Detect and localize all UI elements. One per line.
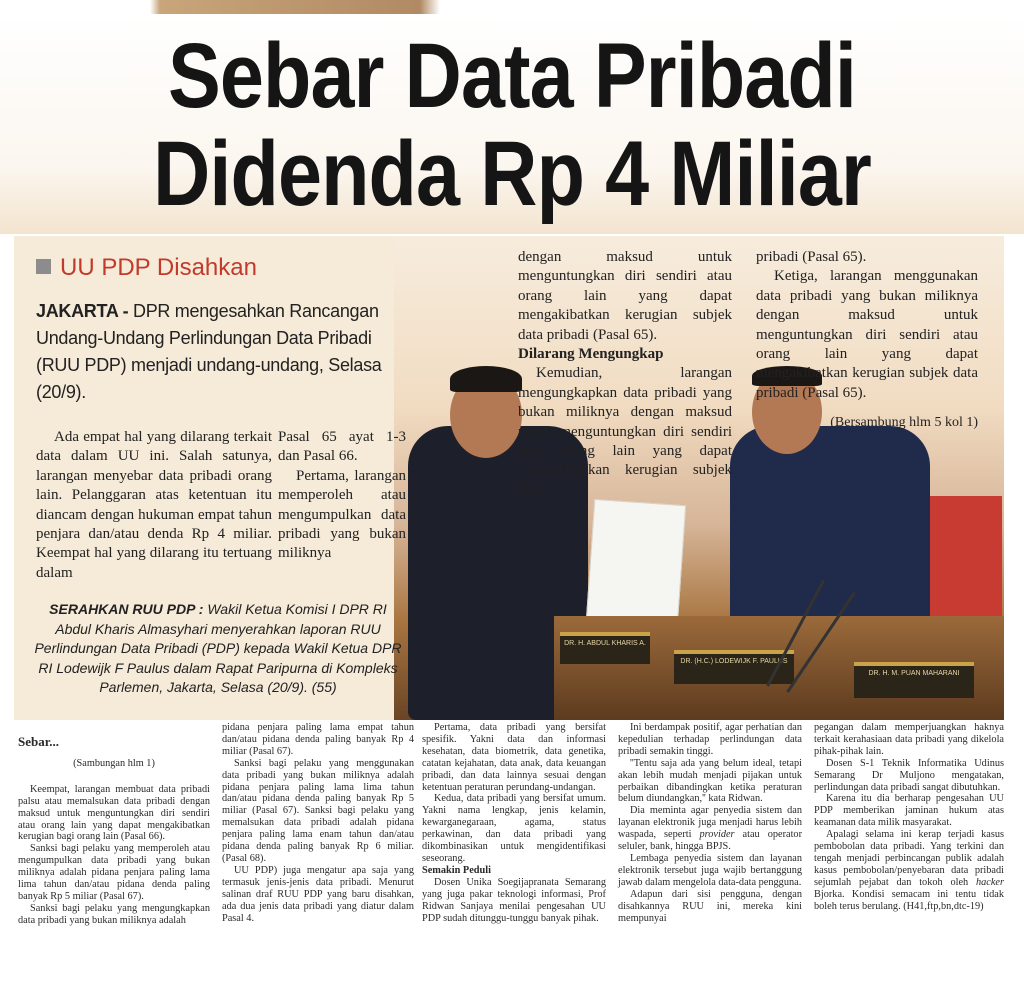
body-column-3 (518, 248, 732, 500)
continuation-text: Bjorka. Kondisi semacam ini tentu tidak boleh terus berulang. (H41,ftp,bn,dtc-19) (814, 888, 1004, 912)
continuation-paragraph: pegangan dalam memperjuangkan haknya terkait kerahasiaan data pribadi yang dikelola pihak-pihak lain. (814, 722, 1004, 757)
caption-text: Wakil Ketua Komisi I DPR RI Abdul Kharis Almasyhari menyerahkan laporan RUU Perlindungan Data Pribadi (PDP) kepada Wakil Ketua DPR RI Lodewijk F Paulus dalam Rapat Paripurna di Kompleks Parlemen, Jakarta, Selasa (20/9). (55) (34, 601, 402, 695)
continuation-paragraph: Karena itu dia berharap pengesahan UU PDP memberikan jaminan hukum atas keamanan data milik masyarakat. (814, 793, 1004, 829)
nameplate: DR. H. M. PUAN MAHARANI (854, 662, 974, 698)
body-paragraph: dengan maksud untuk menguntungkan diri sendiri atau orang lain yang dapat mengakibatkan kerugian subjek data pribadi (Pasal 65). (518, 249, 732, 343)
continuation-paragraph: Dosen S-1 Teknik Informatika Udinus Semarang Dr Muljono mengatakan, perlindungan data pribadi sangat dibutuhkan. (814, 757, 1004, 793)
continuation-paragraph: UU PDP) juga mengatur apa saja yang termasuk jenis-jenis data pribadi. Menurut salinan draf RUU PDP yang baru disahkan, ada dua jenis data pribadi yang diatur dalam Pasal 4. (222, 864, 414, 924)
continuation-emphasis: hacker (975, 876, 1004, 888)
subheading: Dilarang Mengungkap (518, 346, 664, 363)
body-column-2 (278, 428, 406, 564)
continuation-column-5 (814, 722, 1004, 913)
headline-line-2: Didenda Rp 4 Miliar (153, 123, 871, 225)
body-column-1 (36, 428, 272, 583)
photo-caption (32, 600, 404, 698)
continuation-paragraph (814, 829, 1004, 912)
continuation-column-2 (222, 722, 414, 924)
continuation-title: Sebar... (18, 734, 60, 749)
continuation-paragraph: Adapun dari sisi pengguna, dengan disahkannya RUU ini, mereka kini mempunyai (618, 888, 802, 924)
body-paragraph: pribadi (Pasal 65). (756, 249, 867, 265)
continuation-paragraph (618, 805, 802, 853)
continuation-text: Dia meminta agar penyedia sistem dan layanan elektronik juga menjadi harus lebih waspada, seperti (618, 805, 802, 841)
body-paragraph: Pasal 65 ayat 1-3 dan Pasal 66. (278, 429, 406, 465)
continuation-paragraph: Pertama, data pribadi yang bersifat spesifik. Yakni data dan informasi kesehatan, data biometrik, data genetika, catatan kejahatan, data anak, data keuangan pribadi, dan data lainnya sesuai dengan ketentuan peraturan perundang-undangan. (422, 722, 606, 793)
headline (0, 14, 1024, 234)
headline-line-1: Sebar Data Pribadi (167, 25, 857, 127)
lead-paragraph (36, 298, 416, 406)
continuation-paragraph: Sanksi bagi pelaku yang memperoleh atau mengumpulkan data pribadi yang bukan miliknya adalah pidana penjara paling lama lima tahun dan/atau pidana denda paling banyak Rp 5 miliar (Pasal 67). (18, 843, 210, 902)
top-photo-strip (0, 0, 1024, 14)
continuation-text: atau operator seluler, bank, hingga BPJS. (618, 829, 803, 853)
continuation-paragraph: ''Tentu saja ada yang belum ideal, tetapi akan lebih mudah menjadi pijakan untuk perbaikan dibandingkan ketika peraturan belum diundangkan,'' kata Ridwan. (618, 757, 802, 805)
continuation-paragraph: Ini berdampak positif, agar perhatian dan kepedulian terhadap perlindungan data pribadi semakin tinggi. (618, 722, 802, 757)
continuation-paragraph: Kedua, data pribadi yang bersifat umum. Yakni nama lengkap, jenis kelamin, kewarganegaraan, agama, status perkawinan, dan data pribadi yang dikombinasikan untuk mengidentifikasi seseorang. (422, 793, 606, 864)
continuation-section (14, 722, 1010, 972)
continued-note: (Bersambung hlm 5 kol 1) (830, 415, 978, 431)
section-title: UU PDP Disahkan (60, 254, 257, 281)
continuation-paragraph: Lembaga penyedia sistem dan layanan elektronik tersebut juga wajib bertanggung jawab dalam mengelola data-data pengguna. (618, 852, 802, 888)
body-column-4 (756, 248, 978, 433)
continuation-paragraph: Sanksi bagi pelaku yang menggunakan data pribadi yang bukan miliknya adalah pidana penjara paling lama lima tahun dan/atau pidana denda paling banyak Rp 5 miliar (Pasal 67). Sanksi bagi pelaku yang memalsukan data pribadi adalah pidana penjara paling lama enam tahun dan/atau pidana denda paling banyak Rp 6 miliar. (Pasal 68). (222, 757, 414, 864)
dateline: JAKARTA - (36, 301, 129, 321)
continuation-paragraph: Sanksi bagi pelaku yang mengungkapkan data pribadi yang bukan miliknya adalah (18, 902, 210, 926)
continuation-from: (Sambungan hlm 1) (73, 757, 155, 769)
continuation-text: Apalagi selama ini kerap terjadi kasus pembobolan data pribadi. Yang terkini dan tengah menjadi perbincangan publik adalah kasus pembobolan/penyebaran data pribadi sejumlah pejabat dan tokoh oleh (814, 829, 1004, 888)
continuation-column-4 (618, 722, 802, 924)
continuation-subheading: Semakin Peduli (422, 864, 491, 876)
continuation-paragraph: Dosen Unika Soegijapranata Semarang yang juga pakar teknologi informasi, Prof Ridwan Sanjaya menilai pengesahan UU PDP sudah ditunggu-tunggu banyak pihak. (422, 876, 606, 924)
nameplate: DR. (H.C.) LODEWIJK F. PAULUS (674, 650, 794, 684)
person-left-hair (450, 366, 522, 392)
section-marker-icon (36, 259, 51, 274)
body-paragraph: Kemudian, larangan mengungkapkan data pribadi yang bukan miliknya dengan maksud untuk menguntungkan diri sendiri atau orang lain yang dapat mengakibatkan kerugian subjek data (518, 365, 732, 498)
body-paragraph: Ketiga, larangan menggunakan data pribadi yang bukan miliknya dengan maksud untuk menguntungkan diri sendiri atau orang lain yang dapat mengakibatkan kerugian subjek data pribadi (Pasal 65). (756, 268, 978, 401)
continuation-paragraph: Keempat, larangan membuat data pribadi palsu atau memalsukan data pribadi dengan maksud untuk menguntungkan diri sendiri atau orang lain yang dapat mengakibatkan kerugian bagi orang lain (Pasal 66). (18, 783, 210, 843)
feature-area (14, 236, 1004, 720)
section-heading (36, 254, 257, 282)
lead-text: DPR mengesahkan Rancangan Undang-Undang Perlindungan Data Pribadi (RUU PDP) menjadi undang-undang, Selasa (20/9). (36, 301, 382, 402)
desk (554, 616, 1004, 720)
body-paragraph: Pertama, larangan memperoleh atau mengumpulkan data pribadi yang bukan miliknya (278, 467, 406, 562)
continuation-column-1 (18, 722, 210, 927)
continuation-emphasis: provider (699, 829, 735, 841)
continuation-column-3 (422, 722, 606, 924)
continuation-paragraph: pidana penjara paling lama empat tahun dan/atau pidana denda paling banyak Rp 4 miliar (Pasal 67). (222, 722, 414, 757)
nameplate: DR. H. ABDUL KHARIS A. (560, 632, 650, 664)
document-papers (586, 499, 686, 627)
caption-label: SERAHKAN RUU PDP : (49, 601, 204, 617)
body-paragraph: Ada empat hal yang dilarang terkait data dalam UU ini. Salah satunya, larangan menyebar data pribadi orang lain. Pelanggaran atas ketentuan itu diancam dengan hukuman empat tahun penjara dan/atau denda Rp 4 miliar. Keempat hal yang dilarang itu tertuang dalam (36, 429, 272, 581)
